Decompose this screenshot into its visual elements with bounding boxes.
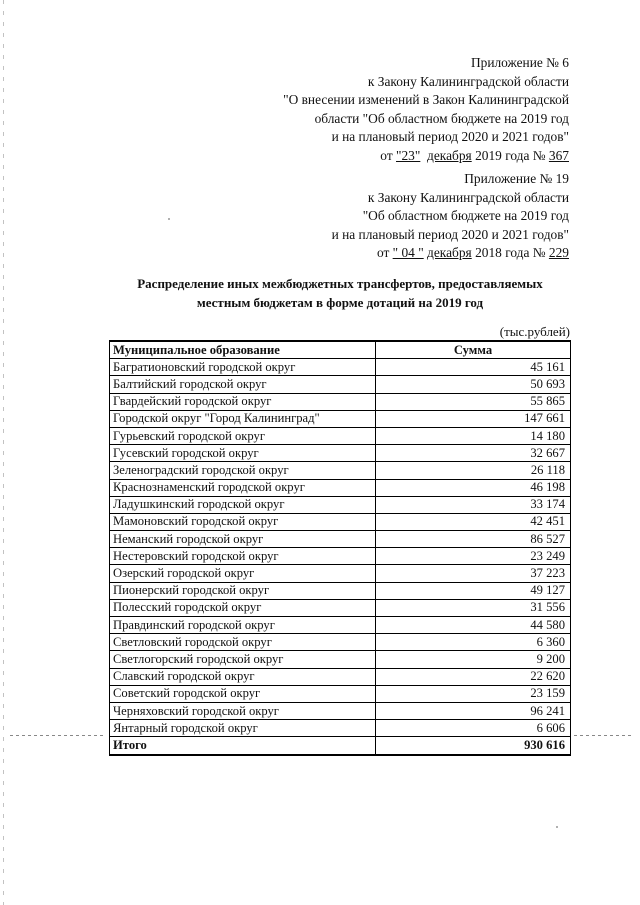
table-row: [110, 531, 571, 548]
municipality-name: Мамоновский городской округ: [110, 513, 376, 530]
scan-dash-left: [10, 735, 106, 736]
table-row: [110, 634, 571, 651]
table-row: [110, 496, 571, 513]
table-row: [110, 582, 571, 599]
municipality-name: Черняховский городской округ: [110, 702, 376, 719]
column-header-amount: Сумма: [376, 341, 571, 359]
transfer-amount: 31 556: [376, 599, 571, 616]
appendix-original-law: к Закону Калининградской области: [367, 189, 569, 205]
transfer-amount: 23 159: [376, 685, 571, 702]
total-value: 930 616: [376, 737, 571, 755]
transfer-amount: 9 200: [376, 651, 571, 668]
appendix-original-law-title-2: и на плановый период 2020 и 2021 годов": [331, 226, 569, 242]
table-row: [110, 479, 571, 496]
transfer-amount: 147 661: [376, 410, 571, 427]
appendix-current-law-title-3: и на плановый период 2020 и 2021 годов": [331, 129, 569, 144]
municipality-name: Правдинский городской округ: [110, 617, 376, 634]
transfer-amount: 96 241: [376, 702, 571, 719]
transfer-amount: 46 198: [376, 479, 571, 496]
municipality-name: Славский городской округ: [110, 668, 376, 685]
scan-speck: [556, 826, 558, 828]
document-title: [110, 275, 570, 312]
transfer-amount: 44 580: [376, 617, 571, 634]
transfer-amount: 45 161: [376, 359, 571, 376]
unit-label: (тыс.рублей): [499, 324, 570, 339]
table-row: [110, 617, 571, 634]
table-row: [110, 410, 571, 427]
scan-edge: [3, 0, 4, 905]
municipality-name: Балтийский городской округ: [110, 376, 376, 393]
table-row: [110, 651, 571, 668]
table-row: [110, 599, 571, 616]
municipality-name: Ладушкинский городской округ: [110, 496, 376, 513]
municipality-name: Городской округ "Город Калининград": [110, 410, 376, 427]
appendix-current-header: [283, 54, 569, 165]
appendix-original-number: Приложение № 19: [464, 171, 569, 186]
appendix-current-number: Приложение № 6: [470, 55, 569, 70]
transfer-amount: 55 865: [376, 393, 571, 410]
municipality-name: Гвардейский городской округ: [110, 393, 376, 410]
municipality-name: Зеленоградский городской округ: [110, 462, 376, 479]
transfer-amount: 26 118: [376, 462, 571, 479]
table-row: [110, 427, 571, 444]
scan-speck: [168, 218, 170, 220]
table-row: [110, 702, 571, 719]
municipality-name: Багратионовский городской округ: [110, 359, 376, 376]
municipality-name: Неманский городской округ: [110, 531, 376, 548]
appendix-current-law: к Закону Калининградской области: [367, 73, 569, 89]
appendix-current-law-title-2: области "Об областном бюджете на 2019 год: [314, 110, 569, 126]
municipality-name: Светлогорский городской округ: [110, 651, 376, 668]
transfer-amount: 42 451: [376, 513, 571, 530]
scan-dash-right: [574, 735, 634, 736]
transfer-amount: 32 667: [376, 445, 571, 462]
table-header-row: [110, 341, 571, 359]
municipality-name: Краснознаменский городской округ: [110, 479, 376, 496]
municipality-name: Гусевский городской округ: [110, 445, 376, 462]
table-row: [110, 513, 571, 530]
municipality-name: Озерский городской округ: [110, 565, 376, 582]
transfer-amount: 50 693: [376, 376, 571, 393]
municipality-name: Советский городской округ: [110, 685, 376, 702]
column-header-municipality: Муниципальное образование: [110, 341, 376, 359]
table-row: [110, 376, 571, 393]
appendix-original-law-title-1: "Об областном бюджете на 2019 год: [362, 208, 569, 223]
appendix-original-date: от " 04 " декабря 2018 года № 229: [376, 245, 569, 260]
table-row: [110, 393, 571, 410]
total-row: [110, 737, 571, 755]
municipality-name: Светловский городской округ: [110, 634, 376, 651]
table-row: [110, 685, 571, 702]
transfer-amount: 6 606: [376, 720, 571, 737]
transfer-amount: 86 527: [376, 531, 571, 548]
transfers-table: [109, 340, 571, 756]
municipality-name: Янтарный городской округ: [110, 720, 376, 737]
table-row: [110, 462, 571, 479]
transfer-amount: 14 180: [376, 427, 571, 444]
document-title-line-1: Распределение иных межбюджетных трансфертов, предоставляемых: [137, 276, 543, 291]
municipality-name: Полесский городской округ: [110, 599, 376, 616]
appendix-current-date: от "23" декабря 2019 года № 367: [380, 147, 569, 163]
table-row: [110, 359, 571, 376]
transfer-amount: 33 174: [376, 496, 571, 513]
table-row: [110, 720, 571, 737]
appendix-current-law-title-1: "О внесении изменений в Закон Калининградской: [283, 92, 569, 107]
table-row: [110, 445, 571, 462]
transfer-amount: 49 127: [376, 582, 571, 599]
transfer-amount: 37 223: [376, 565, 571, 582]
transfer-amount: 23 249: [376, 548, 571, 565]
municipality-name: Нестеровский городской округ: [110, 548, 376, 565]
table-row: [110, 668, 571, 685]
transfer-amount: 22 620: [376, 668, 571, 685]
transfer-amount: 6 360: [376, 634, 571, 651]
municipality-name: Гурьевский городской округ: [110, 427, 376, 444]
municipality-name: Пионерский городской округ: [110, 582, 376, 599]
document-title-line-2: местным бюджетам в форме дотаций на 2019 год: [196, 294, 484, 310]
table-row: [110, 548, 571, 565]
table-row: [110, 565, 571, 582]
appendix-original-header: [332, 170, 569, 263]
total-label: Итого: [110, 737, 376, 755]
